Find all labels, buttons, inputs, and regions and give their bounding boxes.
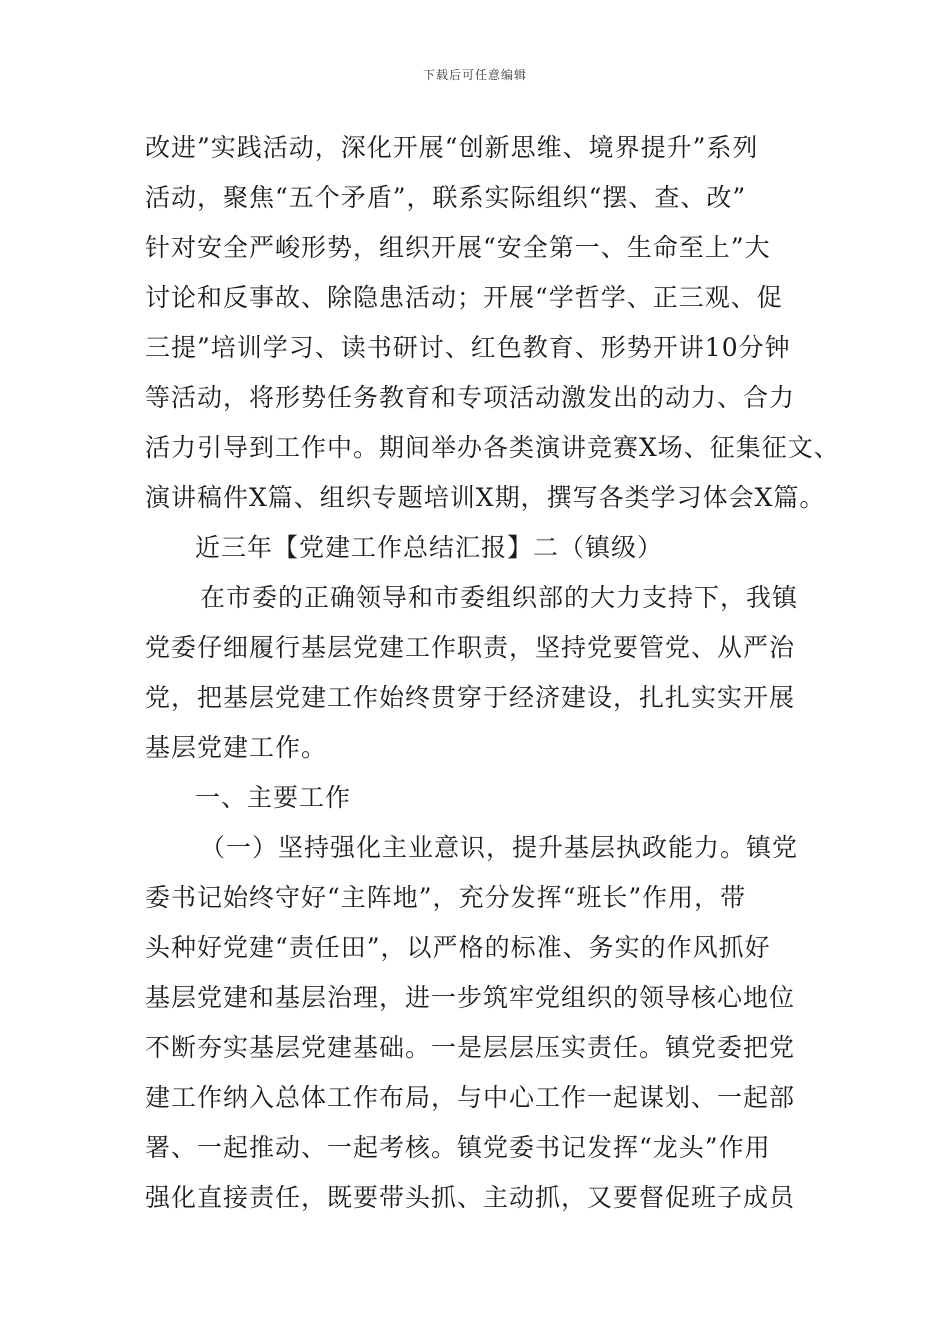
section-heading: 一、主要工作 bbox=[195, 783, 352, 812]
body-line: 活力引导到工作中。期间举办各类演讲竞赛X场、征集征文、 bbox=[145, 433, 840, 462]
body-line: 等活动，将形势任务教育和专项活动激发出的动力、合力 bbox=[145, 383, 796, 412]
body-line: 党，把基层党建工作始终贯穿于经济建设，扎扎实实开展 bbox=[145, 683, 796, 712]
page-header: 下载后可任意编辑 bbox=[422, 68, 527, 82]
paragraph-first-line: （一）坚持强化主业意识，提升基层执政能力。镇党 bbox=[200, 833, 799, 862]
section-heading: 近三年【党建工作总结汇报】二（镇级） bbox=[195, 533, 664, 562]
body-line: 建工作纳入总体工作布局，与中心工作一起谋划、一起部 bbox=[145, 1083, 796, 1112]
body-line: 针对安全严峻形势，组织开展“安全第一、生命至上”大 bbox=[145, 233, 771, 262]
body-line: 基层党建工作。 bbox=[145, 733, 328, 762]
paragraph-first-line: 在市委的正确领导和市委组织部的大力支持下，我镇 bbox=[200, 583, 799, 612]
body-line: 强化直接责任，既要带头抓、主动抓，又要督促班子成员 bbox=[145, 1183, 796, 1212]
body-line: 党委仔细履行基层党建工作职责，坚持党要管党、从严治 bbox=[145, 633, 796, 662]
body-line: 委书记始终守好“主阵地”，充分发挥“班长”作用，带 bbox=[145, 883, 747, 912]
body-line: 改进”实践活动，深化开展“创新思维、境界提升”系列 bbox=[145, 133, 759, 162]
body-line: 演讲稿件X篇、组织专题培训X期，撰写各类学习体会X篇。 bbox=[145, 483, 826, 512]
body-line: 三提”培训学习、读书研讨、红色教育、形势开讲10分钟 bbox=[145, 333, 791, 362]
body-line: 活动，聚焦“五个矛盾”，联系实际组织“摆、查、改” bbox=[145, 183, 747, 212]
body-line: 讨论和反事故、除隐患活动；开展“学哲学、正三观、促 bbox=[145, 283, 783, 312]
body-line: 署、一起推动、一起考核。镇党委书记发挥“龙头”作用 bbox=[145, 1133, 771, 1162]
body-line: 基层党建和基层治理，进一步筑牢党组织的领导核心地位 bbox=[145, 983, 796, 1012]
body-line: 头种好党建“责任田”，以严格的标准、务实的作风抓好 bbox=[145, 933, 771, 962]
body-line: 不断夯实基层党建基础。一是层层压实责任。镇党委把党 bbox=[145, 1033, 796, 1062]
